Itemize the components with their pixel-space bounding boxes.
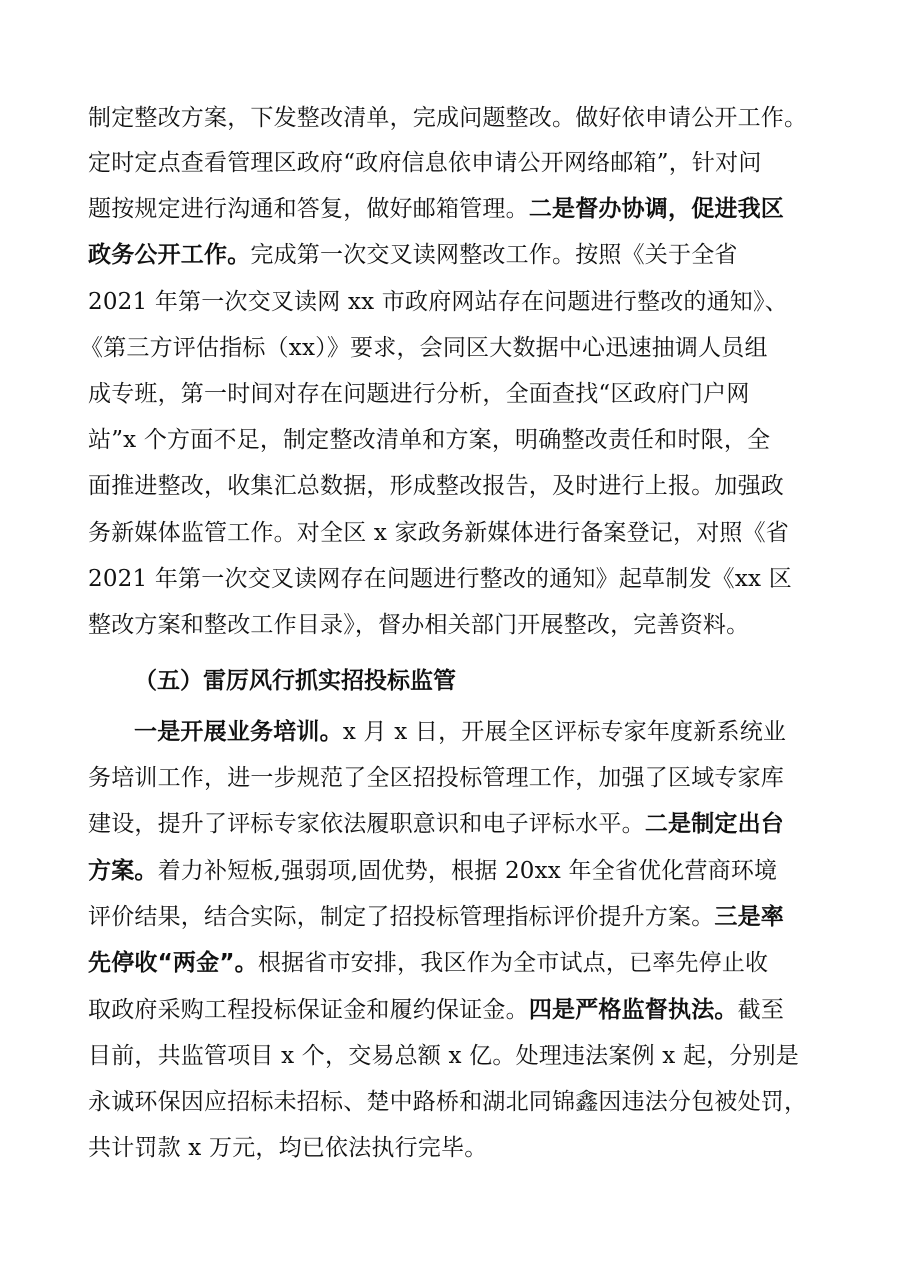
- text-line: [88, 1082, 807, 1122]
- text-run: 截至: [737, 997, 785, 1023]
- text-line: [88, 374, 750, 414]
- text-run: 务新媒体监管工作。对全区 x 家政务新媒体进行备案登记，对照《省: [88, 520, 789, 546]
- text-line: [88, 990, 784, 1030]
- text-run: 目前，共监管项目 x 个，交易总额 x 亿。处理违法案例 x 起，分别是: [88, 1043, 799, 1069]
- bold-text-run: 先停收“两金”。: [88, 950, 258, 976]
- text-line: [88, 605, 749, 645]
- text-run: 定时定点查看管理区政府“政府信息依申请公开网络邮箱”，针对问: [88, 150, 762, 176]
- text-line: [88, 943, 768, 983]
- text-line: [88, 758, 784, 798]
- text-line: [80, 328, 768, 368]
- text-line: [88, 235, 738, 275]
- text-run: 永诚环保因应招标未招标、楚中路桥和湖北同锦鑫因违法分包被处罚，: [88, 1089, 808, 1115]
- text-line: [88, 466, 784, 506]
- text-run: 站”x 个方面不足，制定整改清单和方案，明确整改责任和时限，全: [88, 427, 771, 453]
- text-line: [134, 712, 786, 752]
- text-line: [88, 143, 762, 183]
- text-run: 着力补短板,强弱项,固优势，根据 20xx 年全省优化营商环境: [157, 858, 778, 884]
- text-run: 共计罚款 x 万元，均已依法执行完毕。: [88, 1135, 488, 1161]
- text-run: 面推进整改，收集汇总数据，形成整改报告，及时进行上报。加强政: [88, 473, 784, 499]
- bold-text-run: 三是率: [714, 904, 785, 930]
- text-run: 制定整改方案，下发整改清单，完成问题整改。做好依申请公开工作。: [88, 105, 808, 131]
- bold-text-run: 四是严格监督执法。: [528, 997, 738, 1023]
- text-run: 2021 年第一次交叉读网存在问题进行整改的通知》起草制发《xx 区: [88, 566, 792, 592]
- text-run: 成专班，第一时间对存在问题进行分析，全面查找“区政府门户网: [88, 381, 750, 407]
- text-run: 2021 年第一次交叉读网 xx 市政府网站存在问题进行整改的通知》、: [88, 289, 788, 315]
- bold-text-run: 二是督办协调，促进我区: [528, 196, 785, 222]
- text-run: 《第三方评估指标（xx）》要求，会同区大数据中心迅速抽调人员组: [80, 335, 768, 361]
- text-line: [88, 98, 807, 138]
- text-line: [88, 513, 789, 553]
- text-line: [88, 282, 788, 322]
- text-run: 完成第一次交叉读网整改工作。按照《关于全省: [250, 242, 738, 268]
- text-run: 评价结果，结合实际，制定了招投标管理指标评价提升方案。: [88, 904, 715, 930]
- text-line: [88, 851, 777, 891]
- text-run: 务培训工作，进一步规范了全区招投标管理工作，加强了区域专家库: [88, 765, 784, 791]
- text-line: [88, 1128, 487, 1168]
- text-line: [88, 420, 770, 460]
- bold-text-run: 二是制定出台: [644, 811, 785, 837]
- bold-text-run: 政务公开工作。: [88, 242, 251, 268]
- bold-text-run: 方案。: [88, 858, 158, 884]
- text-line: [88, 559, 792, 599]
- text-run: 题按规定进行沟通和答复，做好邮箱管理。: [88, 196, 529, 222]
- text-line: [88, 804, 784, 844]
- text-line: [88, 189, 784, 229]
- text-run: 根据省市安排，我区作为全市试点，已率先停止收: [257, 950, 769, 976]
- text-run: 整改方案和整改工作目录》，督办相关部门开展整改，完善资料。: [88, 612, 750, 638]
- text-run: x 月 x 日，开展全区评标专家年度新系统业: [342, 719, 787, 745]
- bold-text-run: 一是开展业务培训。: [134, 719, 343, 745]
- text-run: 建设，提升了评标专家依法履职意识和电子评标水平。: [88, 811, 645, 837]
- section-heading: （五）雷厉风行抓实招投标监管: [134, 668, 456, 694]
- text-line: [88, 1036, 799, 1076]
- text-run: 取政府采购工程投标保证金和履约保证金。: [88, 997, 529, 1023]
- text-line: [88, 897, 784, 937]
